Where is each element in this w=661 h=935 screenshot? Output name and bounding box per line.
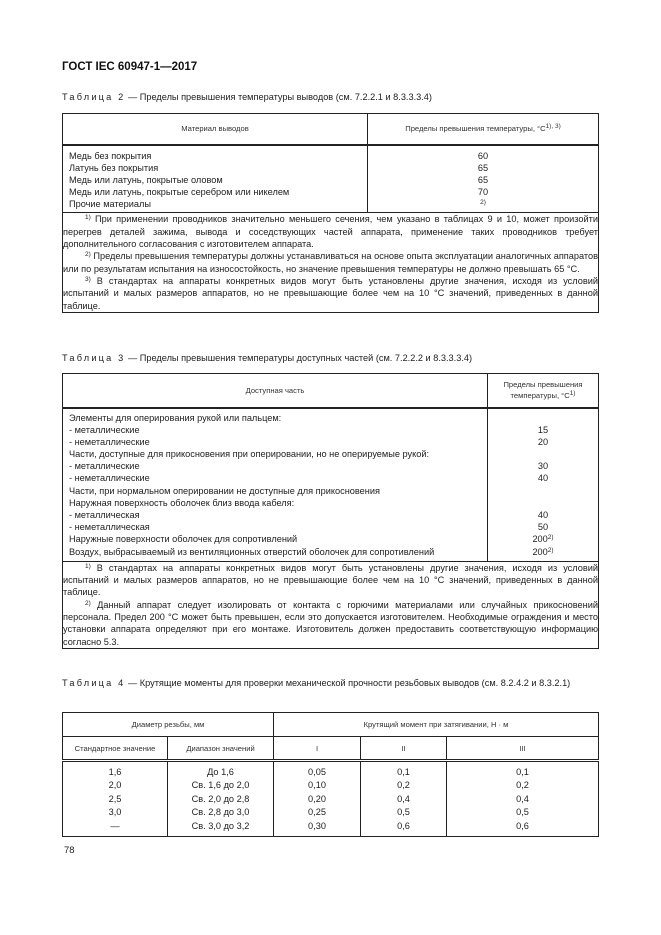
table4 [62,712,599,837]
table-row-label: Прочие материалы [69,199,151,210]
table3-header-part: Доступная часть [245,385,305,395]
table-row-label: Воздух, выбрасываемый из вентиляционных отверстий оболочек для сопротивлений [69,546,435,557]
table-row-value: 40 [537,510,549,520]
table2-materials-cell [63,145,368,213]
table-cell: 0,05 [308,767,326,777]
table-cell: Св. 1,6 до 2,0 [191,780,250,791]
table-cell: 0,2 [397,780,410,791]
table4-subheader-range: Диапазон значений [168,737,274,761]
table-row-label: Наружные поверхности оболочек для сопротивлений [69,534,298,545]
page-number: 78 [64,845,75,856]
table2-notes [63,213,599,312]
table-row-value [494,412,592,424]
footnote: $^{2)}$ Данный аппарат следует изолировать от контакта с горючими материалами или случайных прикосновений персонала. Предел 200 °C может быть превышен, если это допускается изготовителем. Необходимые ограждения и место установки аппарата определяют при его монтаже. Изготовитель должен предоставить соответствующую информацию согласно 5.3. [63,599,598,647]
table-cell: 0,2 [516,780,529,791]
table-row-label: - неметаллическая [69,522,150,533]
table-cell: 2,5 [108,793,122,804]
table-row-label: Наружная поверхность оболочек близ ввода кабеля: [69,497,295,508]
footnote: $^{1)}$ В стандартах на аппараты конкретных видов могут быть установлены другие значения, исходя из условий испытаний и малых размеров аппаратов, но не превышающие более чем на 10 °C значений, приведенных в данной таблице. [63,562,598,598]
table3-notes [63,561,599,648]
table-cell: 0,10 [308,780,326,791]
table4-col-standard [63,761,168,837]
table-row-value: 65 [477,174,489,185]
table4-caption [62,677,599,690]
table4-col-range [168,761,274,837]
table-cell: Св. 2,0 до 2,8 [191,793,250,804]
table-cell: 0,1 [397,767,410,777]
table-cell: Св. 2,8 до 3,0 [191,807,250,818]
table4-header-torque: Крутящий момент при затягивании, Н · м [274,713,599,737]
table3-caption [62,352,472,365]
table-cell: — [110,820,120,831]
table4-col-II [361,761,447,837]
table-row-value: 200$^{2)}$ [532,546,554,557]
table4-subheader-III: III [447,737,599,761]
table-cell: 0,1 [516,767,529,777]
table2-caption-text: — Пределы превышения температуры выводов (см. 7.2.2.1 и 8.3.3.3.4) [125,92,432,102]
table-cell: 0,20 [308,793,326,804]
table-row-value: 50 [537,522,549,533]
table-row-label: - металлические [69,461,140,472]
table-row-label: - неметаллические [69,436,150,447]
table3-caption-label: Таблица 3 [62,353,126,363]
table-cell: 0,25 [308,807,326,818]
table4-col-I [274,761,361,837]
table3 [62,373,599,649]
table-row-value [494,497,592,509]
table-cell: 2,0 [108,780,122,791]
document-header: ГОСТ IEC 60947-1—2017 [62,61,198,73]
table4-subheader-II: II [361,737,447,761]
table-row-value: 2) [480,199,486,207]
table-row-value [494,485,592,497]
table-row-value: 30 [537,461,549,472]
table4-header-diameter: Диаметр резьбы, мм [131,720,205,729]
table-row-label: Части, при нормальном оперировании не доступные для прикосновения [69,485,380,496]
table-row-label: - металлические [69,424,140,435]
table-row-label: Части, доступные для прикосновения при оперировании, но не оперируемые рукой: [69,449,430,460]
table-row-value: 70 [477,187,489,198]
table-row-value: 60 [477,150,489,161]
table-cell: 0,4 [516,793,529,804]
table-row-value [494,448,592,460]
table-row-label: Медь или латунь, покрытые оловом [69,174,223,185]
table-cell: 3,0 [108,807,122,818]
table3-values-cell [488,408,599,562]
table2-values-cell [368,145,599,213]
table-row-value: 15 [537,424,549,435]
table2-header-limits: Пределы превышения температуры, $^\circ C^{1), 3)}$ [368,114,599,145]
table4-caption-label: Таблица 4 [62,678,126,688]
table-row-label: Медь или латунь, покрытые серебром или никелем [69,187,290,198]
table-cell: 0,5 [516,807,529,818]
table4-col-III [447,761,599,837]
table-row-label: - неметаллические [69,473,150,484]
table2-caption [62,91,432,104]
footnote: $^{3)}$ В стандартах на аппараты конкретных видов могут быть установлены другие значения, исходя из условий испытаний и малых размеров аппаратов, но не превышающие более чем на 10 °C значений, приведенных в данной таблице. [63,275,598,311]
table2-header-material: Материал выводов [181,124,249,134]
table-cell: Св. 3,0 до 3,2 [191,820,250,831]
table4-subheader-standard: Стандартное значение [74,743,156,753]
table-cell: 0,5 [397,807,410,818]
table3-header-limits: Пределы превышения температуры, $^\circ C^{1)}$ [488,374,599,408]
table-cell: 0,4 [397,793,410,804]
table-row-value: 200$^{2)}$ [532,534,554,545]
table4-subheader-I: I [274,737,361,761]
table-row-label: Медь без покрытия [69,150,152,161]
table2 [62,113,599,313]
table-row-label: - металлическая [69,510,140,520]
table3-parts-cell [63,408,488,562]
table-row-value: 20 [537,436,549,447]
footnote: $^{2)}$ Пределы превышения температуры должны устанавливаться на основе опыта эксплуатации аналогичных аппаратов или по результатам испытания на износостойкость, но значение превышения температуры не должно превышать 65 °C. [63,251,598,274]
table-cell: 1,6 [108,767,122,777]
footnote: $^{1)}$ При применении проводников значительно меньшего сечения, чем указано в таблицах 9 и 10, может произойти перегрев деталей зажима, вывода и соседствующих частей аппарата, применение таких проводников требует дополнительного согласования с изготовителем аппарата. [63,214,598,250]
table4-caption-text: — Крутящие моменты для проверки механической прочности резьбовых выводов (см. 8.2.4.2 и 8.3.2.1) [125,678,571,688]
table3-caption-text: — Пределы превышения температуры доступных частей (см. 7.2.2.2 и 8.3.3.3.4) [125,353,473,363]
table-cell: До 1,6 [207,767,234,777]
table-row-value: 65 [477,162,489,173]
table-row-label: Элементы для оперирования рукой или пальцем: [69,412,282,423]
table-cell: 0,6 [397,820,410,831]
table2-caption-label: Таблица 2 [62,92,126,102]
table-cell: 0,30 [308,820,326,831]
table-row-label: Латунь без покрытия [69,162,159,173]
table-cell: 0,6 [516,820,529,831]
table-row-value: 40 [537,473,549,484]
